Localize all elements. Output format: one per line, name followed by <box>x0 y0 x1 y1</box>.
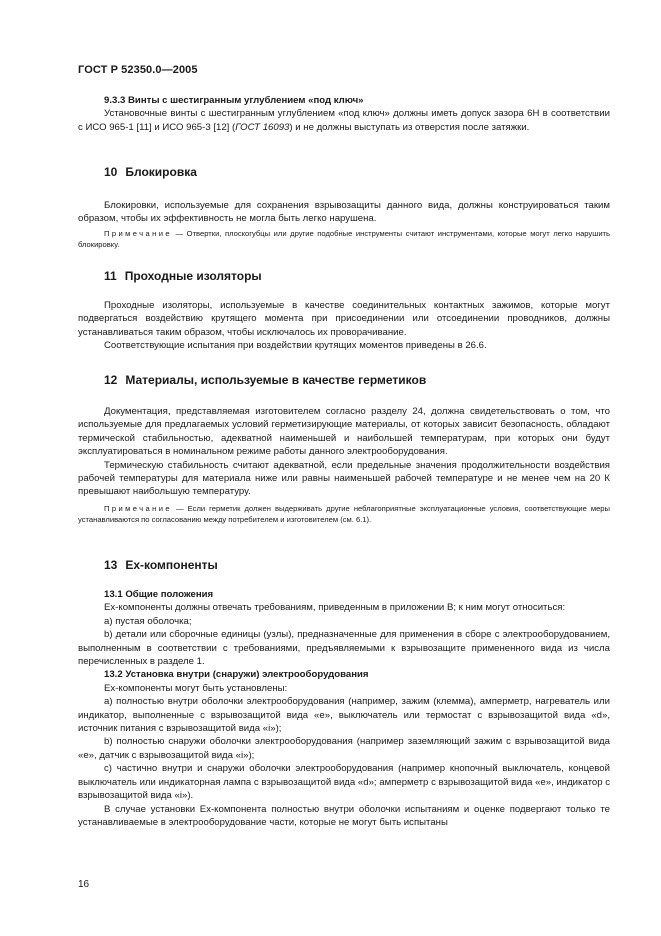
subsection-9-3-3 <box>78 94 610 134</box>
section-12-heading: 12 Материалы, используемые в качестве герметиков <box>104 373 427 387</box>
section-10-heading: 10 Блокировка <box>104 165 197 179</box>
page-number: 16 <box>78 879 90 890</box>
paragraph: Блокировки, используемые для сохранения взрывозащиты данного вида, должны конструироваться таким образом, чтобы их эффективность не могла быть легко нарушена. <box>78 200 610 225</box>
list-item: b) полностью снаружи оболочки электрооборудования (например заземляющий зажим с взрывозащитой вида «е», датчик с взрывозащитой вида «i»); <box>78 736 610 761</box>
subsection-title: 9.3.3 Винты с шестигранным углублением «под ключ» <box>104 95 364 106</box>
note: Примечание — Отвертки, плоскогубцы или другие подобные инструменты считают инструментами, которые могут легко нарушить блокировку. <box>78 228 610 250</box>
note: Примечание — Если герметик должен выдерживать другие неблагоприятные эксплуатационные условия, соответствующие меры устанавливаются по согласованию между потребителем и изготовителем (см. 6.1). <box>78 503 610 525</box>
section-10-body <box>78 199 610 251</box>
paragraph: Установочные винты с шестигранным углублением «под ключ» должны иметь допуск зазора 6Н в соответствии с ИСО 965-1 [11] и ИСО 965-3 [12] (ГОСТ 16093) и не должны выступать из отверстия после затяжки. <box>78 108 610 133</box>
section-11-heading: 11 Проходные изоляторы <box>104 269 262 283</box>
section-12-body <box>78 405 610 526</box>
list-item: с) частично внутри и снаружи оболочки электрооборудования (например кнопочный выключатель, концевой выключатель или индикаторная лампа с взрывозащитой вида «d»; амперметр с взрывозащитой вида «е», индикатор с взрывозащитой вида «i»). <box>78 763 610 802</box>
section-13-heading: 13 Ex-компоненты <box>104 558 218 572</box>
list-item: а) полностью внутри оболочки электрооборудования (например, зажим (клемма), амперметр, нагреватель или индикатор, выполненные с взрывозащитой вида «е», выключатель или термостат с взрывозащитой вида «d», источник питания с взрывозащитой вида «i»); <box>78 696 610 735</box>
section-13-body <box>78 588 610 829</box>
section-11-body <box>78 299 610 353</box>
paragraph: Ex-компоненты могут быть установлены: <box>104 682 288 694</box>
list-item: b) детали или сборочные единицы (узлы), предназначенные для применения в сборе с электрооборудованием, выполненным в соответствии с требованиями, предъявляемыми к взрывозащите примененного вида из числа перечисленных в разделе 1. <box>78 629 610 668</box>
paragraph: Проходные изоляторы, используемые в качестве соединительных контактных зажимов, которые могут подвергаться воздействию крутящего момента при присоединении или отсоединении проводников, должны устанавливаться таким образом, чтобы исключалось их проворачивание. <box>78 300 610 338</box>
document-header: ГОСТ Р 52350.0—2005 <box>78 64 198 76</box>
paragraph: Соответствующие испытания при воздействии крутящих моментов приведены в 26.6. <box>104 340 487 352</box>
paragraph: Документация, представляемая изготовителем согласно разделу 24, должна свидетельствовать о том, что используемые для предлагаемых условий герметизирующие материалы, от которых зависит безопасность, обладают термической стабильностью, адекватной наименьшей и наибольшей температурам, при которых они будут эксплуатироваться в номинальном режиме работы данного электрооборудования. <box>78 406 610 458</box>
subsection-title: 13.1 Общие положения <box>104 589 214 600</box>
paragraph: В случае установки Ex-компонента полностью внутри оболочки испытаниям и оценке подвергают только те устанавливаемые в электрооборудование части, которые не могут быть испытаны <box>78 803 610 828</box>
list-item: а) пустая оболочка; <box>104 615 192 627</box>
subsection-title: 13.2 Установка внутри (снаружи) электрооборудования <box>104 669 369 681</box>
paragraph: Ex-компоненты должны отвечать требованиям, приведенным в приложении В; к ним могут относиться: <box>104 602 566 614</box>
paragraph: Термическую стабильность считают адекватной, если предельные значения продолжительности воздействия рабочей температуры для материала ниже или равны наименьшей рабочей температуре и не менее чем на 20 К превышают наибольшую температуру. <box>78 459 610 498</box>
